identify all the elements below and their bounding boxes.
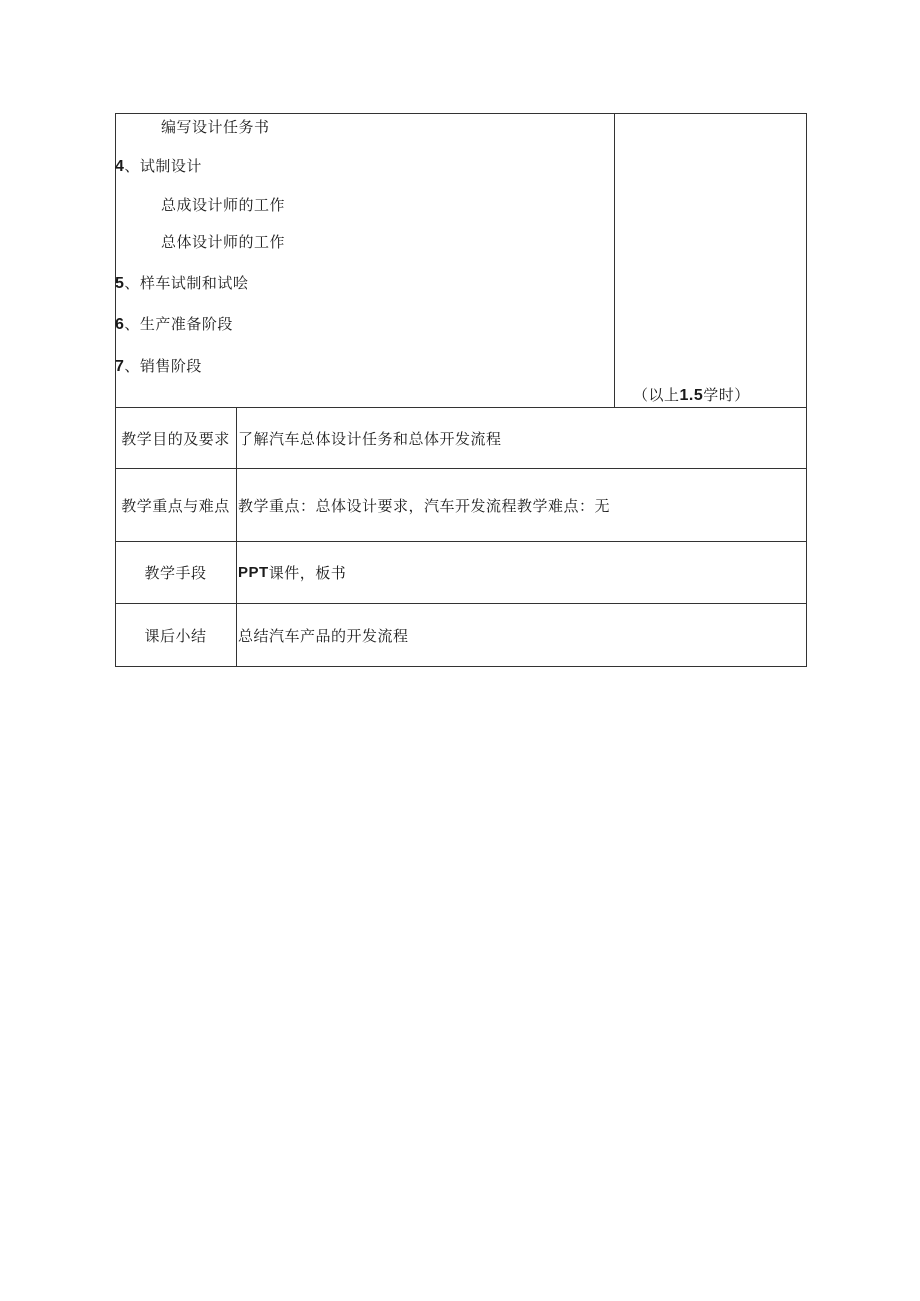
row-value-key-points: 教学重点：总体设计要求，汽车开发流程教学难点：无 [238, 496, 611, 515]
row-label-objectives: 教学目的及要求 [121, 429, 230, 448]
table-border-bottom [115, 666, 807, 667]
list-item-6: 6、生产准备阶段 [115, 315, 233, 333]
row-value-summary: 总结汽车产品的开发流程 [238, 626, 409, 645]
row-value-teaching-methods: PPT 课件，板书 [238, 564, 347, 582]
row-label-key-points: 教学重点与难点 [121, 496, 230, 515]
lesson-plan-table [115, 113, 807, 667]
row-label-teaching-methods: 教学手段 [144, 564, 207, 582]
label-column-divider [236, 407, 237, 667]
list-item-4: 4、试制设计 [115, 157, 202, 175]
sub-item-write-task: 编写设计任务书 [161, 118, 270, 136]
row-label-summary: 课后小结 [144, 626, 207, 645]
sub-item-assembly-designer: 总成设计师的工作 [161, 196, 286, 214]
table-border-right [806, 113, 807, 667]
list-item-7: 7、销售阶段 [115, 357, 202, 375]
sub-item-overall-designer: 总体设计师的工作 [161, 233, 286, 251]
table-border-top [115, 113, 807, 114]
list-item-5: 5、样车试制和试哙 [115, 274, 249, 292]
top-block-divider [614, 113, 615, 408]
row-value-objectives: 了解汽车总体设计任务和总体开发流程 [238, 429, 502, 448]
hours-note: （以上1.5学时） [633, 386, 750, 404]
